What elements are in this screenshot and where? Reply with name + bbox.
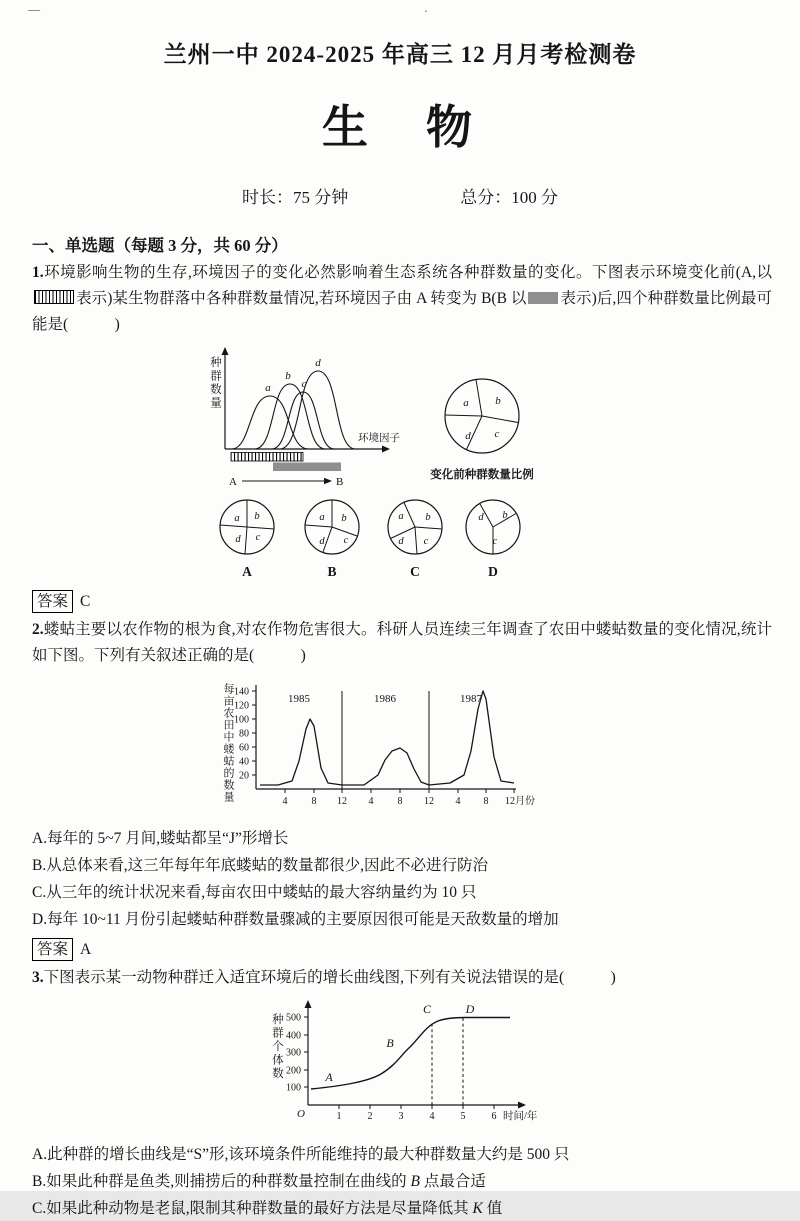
q3-x-axis-label: 时间/年 bbox=[503, 1111, 538, 1122]
pie-D-slice-d: d bbox=[478, 512, 484, 523]
question-3-text bbox=[32, 965, 772, 991]
xtick-1985-8: 8 bbox=[311, 796, 317, 807]
pie-C-letter: C bbox=[410, 564, 420, 579]
env-a-hatched-bar bbox=[231, 453, 303, 462]
xtick-1985-4: 4 bbox=[282, 796, 288, 807]
q2-y-axis-label: 每亩农田中蝼蛄的数量 bbox=[222, 683, 234, 803]
option-c-text: C.如果此种动物是老鼠,限制其种群数量的最好方法是尽量降低其 bbox=[32, 1200, 473, 1217]
option-pie-B bbox=[305, 500, 359, 579]
pie-C-slice-b: b bbox=[425, 512, 431, 523]
env-a-label: A bbox=[229, 476, 237, 488]
answer-1-value: C bbox=[80, 593, 91, 610]
option-b-text: B.如果此种群是鱼类,则捕捞后的种群数量控制在曲线的 bbox=[32, 1173, 411, 1190]
section-title: 一、单选题（每题 3 分，共 60 分） bbox=[32, 236, 288, 255]
answer-1-label: 答案 bbox=[32, 590, 73, 613]
xtick-1986-12: 12 bbox=[424, 796, 434, 807]
q3-y-axis-label: 种群个体数 bbox=[271, 1013, 283, 1081]
q2-population-curve bbox=[260, 691, 514, 785]
ytick-400: 400 bbox=[286, 1030, 301, 1042]
xtick-4: 4 bbox=[429, 1111, 435, 1122]
pie-before-slice-b: b bbox=[495, 395, 501, 407]
point-D-label: D bbox=[465, 1002, 475, 1016]
x-axis-arrow bbox=[382, 446, 390, 453]
point-B-label: B bbox=[386, 1036, 394, 1050]
question-2-text-body: 蝼蛄主要以农作物的根为食,对农作物危害很大。科研人员连续三年调查了农田中蝼蛄数量的变化情况,统计如下图。下列有关叙述正确的是( ) bbox=[32, 621, 772, 664]
question-2-number: 2. bbox=[32, 621, 44, 638]
pie-B-letter: B bbox=[327, 564, 337, 579]
ytick-300: 300 bbox=[286, 1047, 301, 1059]
ytick-140: 140 bbox=[234, 686, 249, 698]
q1-diagram bbox=[185, 344, 745, 584]
pattern-a-hatched-swatch bbox=[34, 290, 74, 304]
question-1-text-part2: 表示)某生物群落中各种群数量情况,若环境因子由 A 转变为 B(B 以 bbox=[76, 290, 527, 307]
question-2-text bbox=[32, 617, 772, 669]
xtick-1985-12: 12 bbox=[337, 796, 347, 807]
pie-A-slice-b: b bbox=[254, 511, 260, 522]
question-3-option-a: A.此种群的增长曲线是“S”形,该环境条件所能维持的最大种群数量大约是 500 只 bbox=[32, 1146, 570, 1163]
ytick-100: 100 bbox=[286, 1082, 301, 1094]
pie-C-slice-c: c bbox=[423, 536, 429, 547]
pie-A-slice-a: a bbox=[234, 513, 240, 524]
answer-2-value: A bbox=[80, 941, 92, 958]
option-pie-D bbox=[466, 500, 520, 579]
question-1-text-part3: 表示)后,四个种群数量比例最可能是( ) bbox=[32, 290, 772, 333]
pie-D-slice-c: c bbox=[492, 536, 498, 547]
y-axis-arrow bbox=[222, 347, 229, 355]
xtick-3: 3 bbox=[398, 1111, 404, 1122]
q1-population-curves bbox=[232, 371, 355, 449]
exam-total-score: 总分：100 分 bbox=[460, 188, 558, 207]
pie-B-slice-c: c bbox=[343, 535, 349, 546]
question-3-number: 3. bbox=[32, 969, 44, 986]
pie-before-slice-c: c bbox=[494, 428, 500, 440]
q3-y-axis-arrow bbox=[305, 1000, 312, 1008]
question-2-figure bbox=[208, 677, 544, 819]
option-c-text-end: 值 bbox=[482, 1200, 503, 1217]
answer-1-line bbox=[32, 590, 772, 613]
curve-c-label: c bbox=[301, 378, 307, 390]
env-transition-arrow bbox=[229, 476, 343, 488]
ytick-500: 500 bbox=[286, 1012, 301, 1024]
pie-before-change bbox=[430, 379, 534, 481]
pie-B-slice-a: a bbox=[319, 512, 325, 523]
q3-axes bbox=[308, 1005, 520, 1105]
question-3-option-c bbox=[32, 1197, 772, 1221]
pie-C-slice-a: a bbox=[398, 511, 404, 522]
pie-before-slice-d: d bbox=[465, 430, 471, 442]
q3-origin-label: O bbox=[297, 1108, 305, 1120]
ytick-200: 200 bbox=[286, 1065, 301, 1077]
question-1-text-part1: 环境影响生物的生存,环境因子的变化必然影响着生态系统各种群数量的变化。下图表示环境变化前(A,以 bbox=[43, 264, 772, 281]
q3-y-tick-labels bbox=[286, 1013, 301, 1094]
answer-2-line bbox=[32, 938, 772, 961]
year-1985: 1985 bbox=[288, 693, 310, 705]
exam-meta bbox=[0, 183, 800, 208]
q2-y-ticks bbox=[252, 691, 256, 775]
curve-a-label: a bbox=[265, 382, 271, 394]
pie-before-caption: 变化前种群数量比例 bbox=[430, 469, 534, 481]
q3-growth-curve-chart bbox=[263, 997, 553, 1135]
ytick-40: 40 bbox=[239, 756, 249, 768]
curve-d-label: d bbox=[315, 357, 321, 369]
point-A-label: A bbox=[325, 1070, 333, 1084]
pattern-b-gray-swatch bbox=[528, 292, 558, 304]
xtick-6: 6 bbox=[491, 1111, 497, 1122]
exam-title: 兰州一中 2024-2025 年高三 12 月月考检测卷 bbox=[163, 42, 637, 67]
ytick-20: 20 bbox=[239, 770, 249, 782]
q2-year-labels bbox=[288, 693, 483, 705]
env-b-label: B bbox=[336, 476, 344, 488]
question-2-options bbox=[0, 827, 800, 932]
question-1-number: 1. bbox=[32, 264, 44, 281]
q1-x-axis-label: 环境因子 bbox=[358, 433, 400, 444]
xtick-2: 2 bbox=[367, 1111, 373, 1122]
arrow-head bbox=[324, 478, 332, 484]
pie-B-slice-d: d bbox=[319, 536, 325, 547]
xtick-1987-4: 4 bbox=[455, 796, 461, 807]
pie-C-slice-d: d bbox=[398, 536, 404, 547]
q2-y-tick-labels bbox=[234, 687, 249, 782]
question-2-option-a: A.每年的 5~7 月间,蝼蛄都呈“J”形增长 bbox=[32, 830, 289, 847]
exam-duration: 时长：75 分钟 bbox=[242, 188, 349, 207]
pie-before-slice-a: a bbox=[463, 397, 469, 409]
q3-x-axis-arrow bbox=[518, 1102, 526, 1109]
pie-D-slice-b: b bbox=[502, 510, 508, 521]
q3-s-curve bbox=[311, 1018, 510, 1090]
pie-B-slice-b: b bbox=[341, 513, 347, 524]
year-1986: 1986 bbox=[374, 693, 396, 705]
pie-A-letter: A bbox=[242, 564, 252, 579]
scan-artifact-dot: · bbox=[424, 4, 428, 18]
ytick-60: 60 bbox=[239, 742, 249, 754]
question-2-option-c: C.从三年的统计状况来看,每亩农田中蝼蛄的最大容纳量约为 10 只 bbox=[32, 884, 477, 901]
xtick-5: 5 bbox=[460, 1111, 466, 1122]
question-3-option-b bbox=[32, 1170, 772, 1194]
q3-point-labels bbox=[324, 1002, 474, 1084]
option-pie-A bbox=[220, 500, 274, 579]
answer-2-label: 答案 bbox=[32, 938, 73, 961]
question-2-option-d: D.每年 10~11 月份引起蝼蛄种群数量骤减的主要原因很可能是天敌数量的增加 bbox=[32, 911, 559, 928]
option-c-italic-letter: K bbox=[472, 1200, 483, 1217]
question-3-figure bbox=[263, 997, 553, 1135]
ytick-100: 100 bbox=[234, 714, 249, 726]
q1-y-axis-label: 种群数量 bbox=[209, 356, 221, 410]
question-1-figure bbox=[185, 344, 745, 584]
pie-D-letter: D bbox=[488, 564, 498, 579]
option-b-italic-letter: B bbox=[410, 1173, 420, 1190]
q3-y-ticks bbox=[304, 1017, 308, 1087]
question-3-text-body: 下图表示某一动物种群迁入适宜环境后的增长曲线图,下列有关说法错误的是( ) bbox=[43, 969, 616, 986]
year-1987: 1987 bbox=[460, 693, 482, 705]
option-pie-C bbox=[388, 500, 442, 579]
pie-A-slice-d: d bbox=[235, 534, 241, 545]
env-b-gray-bar bbox=[273, 463, 341, 472]
pie-A-slice-c: c bbox=[255, 532, 261, 543]
subject-title: 生 物 bbox=[322, 102, 478, 153]
q2-line-chart bbox=[208, 677, 544, 819]
xtick-1986-4: 4 bbox=[368, 796, 374, 807]
q1-curve-labels bbox=[265, 357, 321, 394]
point-C-label: C bbox=[422, 1002, 432, 1016]
ytick-120: 120 bbox=[234, 700, 249, 712]
question-2-option-b: B.从总体来看,这三年每年年底蝼蛄的数量都很少,因此不必进行防治 bbox=[32, 857, 488, 874]
ytick-80: 80 bbox=[239, 728, 249, 740]
xtick-1: 1 bbox=[336, 1111, 342, 1122]
question-1-text bbox=[32, 260, 772, 338]
xtick-1987-8: 8 bbox=[483, 796, 489, 807]
xtick-1986-8: 8 bbox=[397, 796, 403, 807]
xtick-1987-12-month: 12月份 bbox=[505, 796, 535, 807]
scan-artifact-dash: — bbox=[28, 2, 40, 16]
q2-year-dividers bbox=[342, 691, 429, 789]
q2-x-tick-labels bbox=[283, 795, 536, 807]
question-3-options bbox=[0, 1143, 800, 1221]
option-b-text-end: 点最合适 bbox=[419, 1173, 486, 1190]
curve-b-label: b bbox=[285, 370, 291, 382]
q3-dashed-guides bbox=[432, 1018, 463, 1105]
q3-x-tick-labels bbox=[337, 1111, 497, 1122]
